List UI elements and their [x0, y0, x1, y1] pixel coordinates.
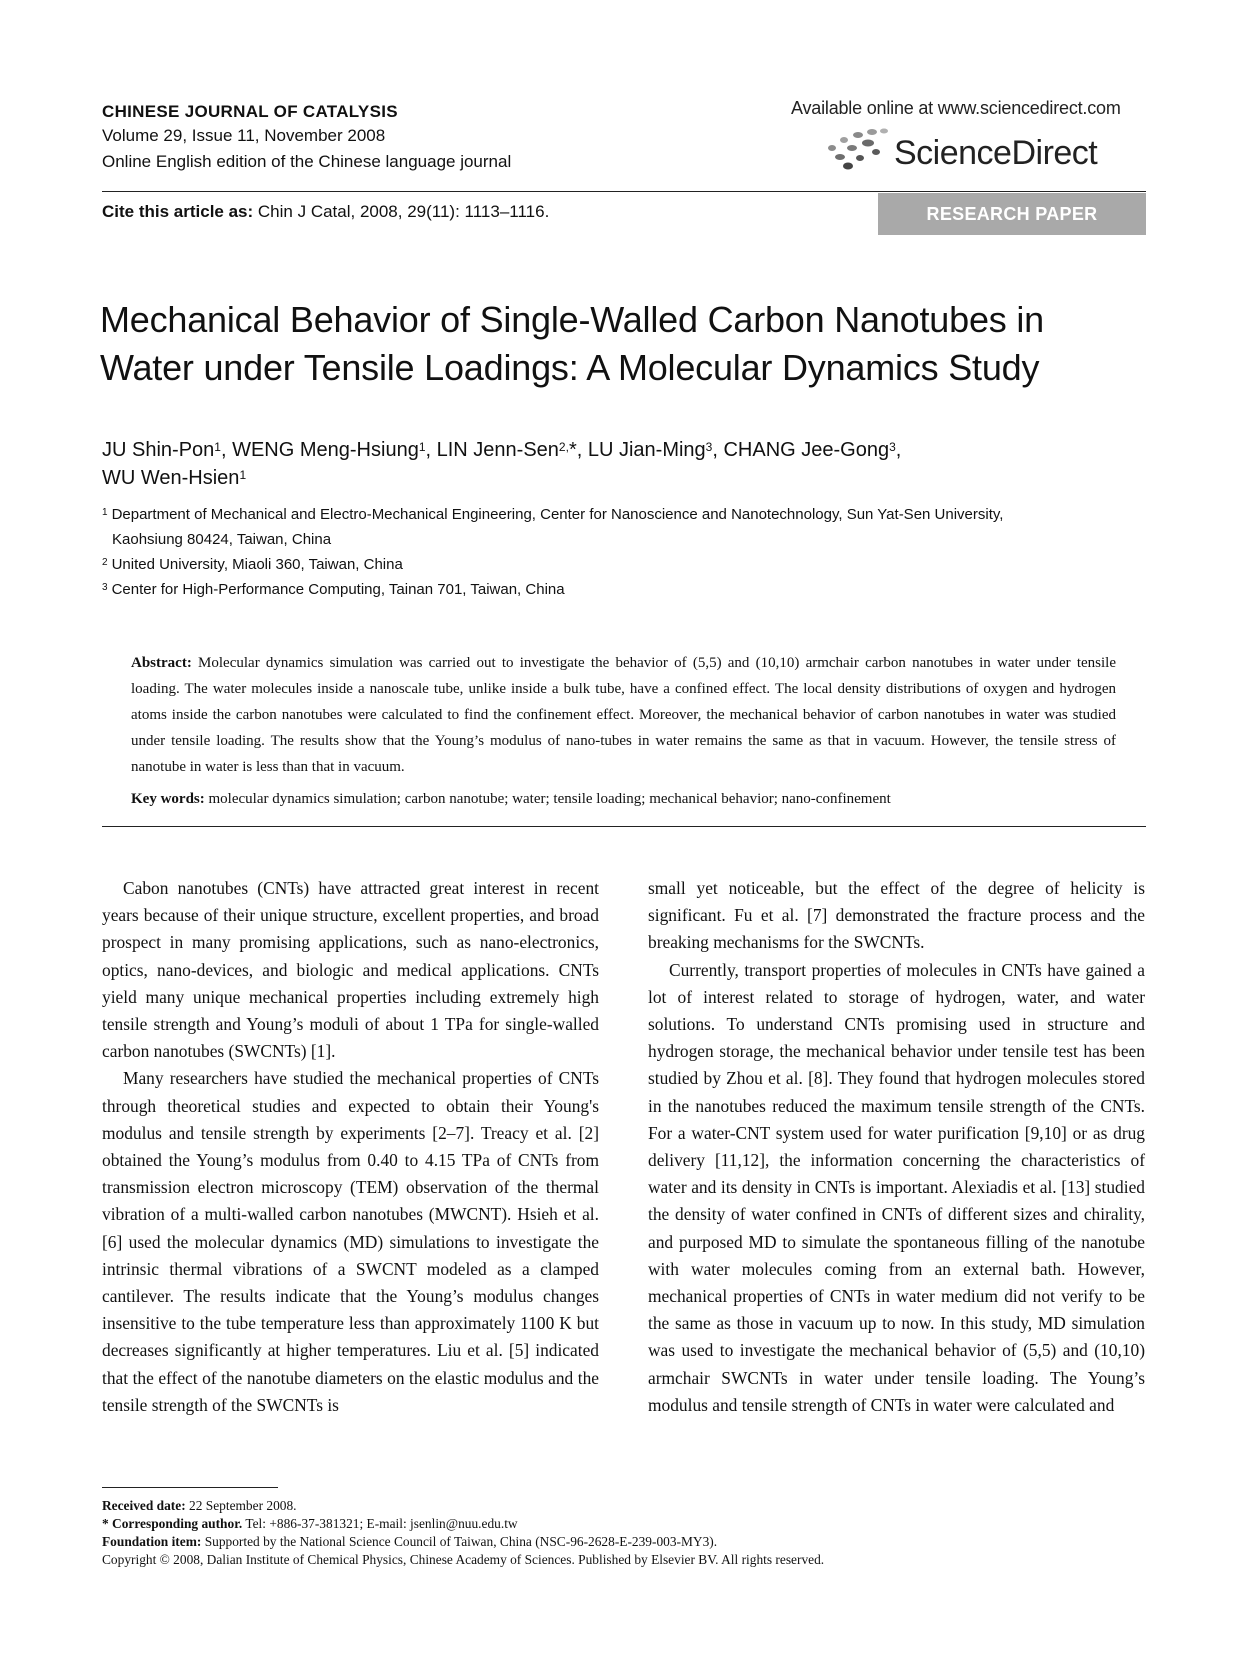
- affiliation-number: 3: [102, 582, 108, 593]
- author-list: [102, 436, 1152, 492]
- author-separator: ,: [425, 439, 437, 461]
- footnote-label: Foundation item:: [102, 1534, 202, 1549]
- affiliation-3: [102, 577, 1152, 602]
- article-title: [100, 296, 1160, 392]
- journal-name: CHINESE JOURNAL OF CATALYSIS: [102, 102, 398, 121]
- abstract-text: Molecular dynamics simulation was carried out to investigate the behavior of (5,5) and (10,10) armchair carbon nanotubes in water under tensile loading. The water molecules inside a nanoscale tube, unlike inside a bulk tube, have a confined effect. The local density distributions of oxygen and hydrogen atoms inside the carbon nanotubes were calculated to find the confinement effect. Moreover, the mechanical behavior of carbon nanotubes in water was studied under tensile loading. The results show that the Young’s modulus of nano-tubes in water remains the same as that in vacuum. However, the tensile stress of nanotube in water is less than that in vacuum.: [131, 655, 1117, 775]
- affiliation-text-cont: Kaohsiung 80424, Taiwan, China: [112, 531, 332, 548]
- body-paragraph: Currently, transport properties of molecules in CNTs have gained a lot of interest related to storage of hydrogen, water, and water solutions. To understand CNTs promising used in structure and hydrogen storage, the mechanical behavior under tensile test has been studied by Zhou et al. [8]. They found that hydrogen molecules stored in the nanotubes reduced the maximum tensile strength of the CNTs. For a water-CNT system used for water purification [9,10] or as drug delivery [11,12], the information concerning the characteristics of water and its density in CNTs is important. Alexiadis et al. [13] studied the density of water confined in CNTs of different sizes and chirality, and purposed MD to simulate the spontaneous filling of the nanotube with water molecules coming from an external bath. However, mechanical properties of CNTs in water medium did not verify to be the same as those in vacuum up to now. In this study, MD simulation was used to investigate the mechanical behavior of (5,5) and (10,10) armchair SWCNTs in water under tensile loading. The Young’s modulus and tensile strength of CNTs in water were calculated and: [648, 959, 1145, 1415]
- author-affiliation-mark: 1: [239, 468, 247, 482]
- title-line-2: Water under Tensile Loadings: A Molecular Dynamics Study: [100, 347, 1040, 388]
- affiliation-text: Center for High-Performance Computing, Tainan 701, Taiwan, China: [111, 581, 565, 598]
- body-column-left: [102, 875, 599, 1419]
- sciencedirect-logo[interactable]: [822, 126, 1122, 178]
- author-separator: *,: [568, 439, 588, 461]
- affiliation-text: Department of Mechanical and Electro-Mechanical Engineering, Center for Nanoscience and Nanotechnology, Sun Yat-Sen University,: [111, 506, 1004, 523]
- author-name: WENG Meng-Hsiung: [232, 439, 419, 461]
- abstract: [131, 650, 1116, 780]
- footnote-value: Tel: +886-37-381321; E-mail: jsenlin@nuu.edu.tw: [245, 1516, 518, 1531]
- author-separator: ,: [712, 439, 724, 461]
- author-name: LU Jian-Ming: [587, 439, 706, 461]
- cite-label: Cite this article as:: [102, 202, 254, 221]
- author-name: LIN Jenn-Sen: [436, 439, 559, 461]
- abstract-label: Abstract:: [131, 655, 192, 671]
- body-column-right: [648, 875, 1145, 1419]
- footnote-rule: [102, 1487, 278, 1488]
- footnote-copyright: Copyright © 2008, Dalian Institute of Chemical Physics, Chinese Academy of Sciences. Published by Elsevier BV. All rights reserved.: [102, 1552, 825, 1567]
- keywords-label: Key words:: [131, 791, 205, 807]
- footnote-received: [102, 1497, 1146, 1515]
- author-separator: ,: [895, 439, 902, 461]
- keywords: [131, 786, 1116, 812]
- abstract-rule: [102, 826, 1146, 827]
- author-name: WU Wen-Hsien: [102, 467, 240, 489]
- body-paragraph: Cabon nanotubes (CNTs) have attracted great interest in recent years because of their unique structure, excellent properties, and broad prospect in many promising applications, such as nano-electronics, optics, nano-devices, and biologic and medical applications. CNTs yield many unique mechanical properties including extremely high tensile strength and Young’s moduli of about 1 TPa for single-walled carbon nanotubes (SWCNTs) [1].: [102, 878, 599, 1062]
- author-affiliation-mark: 1: [214, 440, 221, 454]
- author-name: CHANG Jee-Gong: [723, 439, 890, 461]
- author-affiliation-mark: 3: [705, 440, 713, 454]
- footnote-label: * Corresponding author.: [102, 1516, 243, 1531]
- footnote-label: Received date:: [102, 1498, 186, 1513]
- title-line-1: Mechanical Behavior of Single-Walled Carbon Nanotubes in: [100, 299, 1044, 340]
- article-type-badge: RESEARCH PAPER: [878, 193, 1146, 235]
- affiliation-2: [102, 552, 1152, 577]
- journal-edition: Online English edition of the Chinese language journal: [102, 152, 512, 171]
- affiliation-1: [102, 502, 1152, 552]
- author-affiliation-mark: 3: [889, 440, 896, 454]
- footnote-corresponding: [102, 1515, 1146, 1533]
- affiliation-number: 2: [102, 557, 108, 568]
- author-affiliation-mark: 2,: [558, 440, 569, 454]
- cite-value: Chin J Catal, 2008, 29(11): 1113–1116.: [257, 202, 550, 221]
- header-rule: [102, 191, 1146, 192]
- author-name: JU Shin-Pon: [102, 439, 215, 461]
- sciencedirect-wordmark: ScienceDirect: [894, 134, 1098, 172]
- body-paragraph: Many researchers have studied the mechanical properties of CNTs through theoretical studies and expected to obtain their Young's modulus and tensile strength by experiments [2–7]. Treacy et al. [2] obtained the Young’s modulus from 0.40 to 4.15 TPa of CNTs from transmission electron microscopy (TEM) observation of the thermal vibration of a multi-walled carbon nanotubes (MWCNT). Hsieh et al. [6] used the molecular dynamics (MD) simulations to investigate the intrinsic thermal vibrations of a SWCNT modeled as a clamped cantilever. The results indicate that the Young’s modulus changes insensitive to the tube temperature less than approximately 1100 K but decreases significantly at higher temperatures. Liu et al. [5] indicated that the effect of the nanotube diameters on the elastic modulus and the tensile strength of the SWCNTs is: [102, 1068, 599, 1415]
- journal-volume: Volume 29, Issue 11, November 2008: [102, 126, 386, 145]
- affiliation-number: 1: [102, 507, 108, 518]
- sciencedirect-dots-icon: [822, 126, 892, 172]
- body-paragraph: small yet noticeable, but the effect of the degree of helicity is significant. Fu et al. [7] demonstrated the fracture process and the breaking mechanisms for the SWCNTs.: [648, 878, 1145, 953]
- available-online-link[interactable]: Available online at www.sciencedirect.com: [791, 98, 1121, 118]
- footnote-value: 22 September 2008.: [189, 1498, 297, 1513]
- keywords-text: molecular dynamics simulation; carbon nanotube; water; tensile loading; mechanical behavior; nano-confinement: [208, 791, 891, 807]
- footnote-foundation: [102, 1533, 1146, 1551]
- author-separator: ,: [220, 439, 233, 461]
- author-affiliation-mark: 1: [418, 440, 426, 454]
- cite-line: [102, 202, 549, 222]
- affiliation-text: United University, Miaoli 360, Taiwan, China: [111, 556, 403, 573]
- footnote-value: Supported by the National Science Council of Taiwan, China (NSC-96-2628-E-239-003-MY3).: [204, 1534, 718, 1549]
